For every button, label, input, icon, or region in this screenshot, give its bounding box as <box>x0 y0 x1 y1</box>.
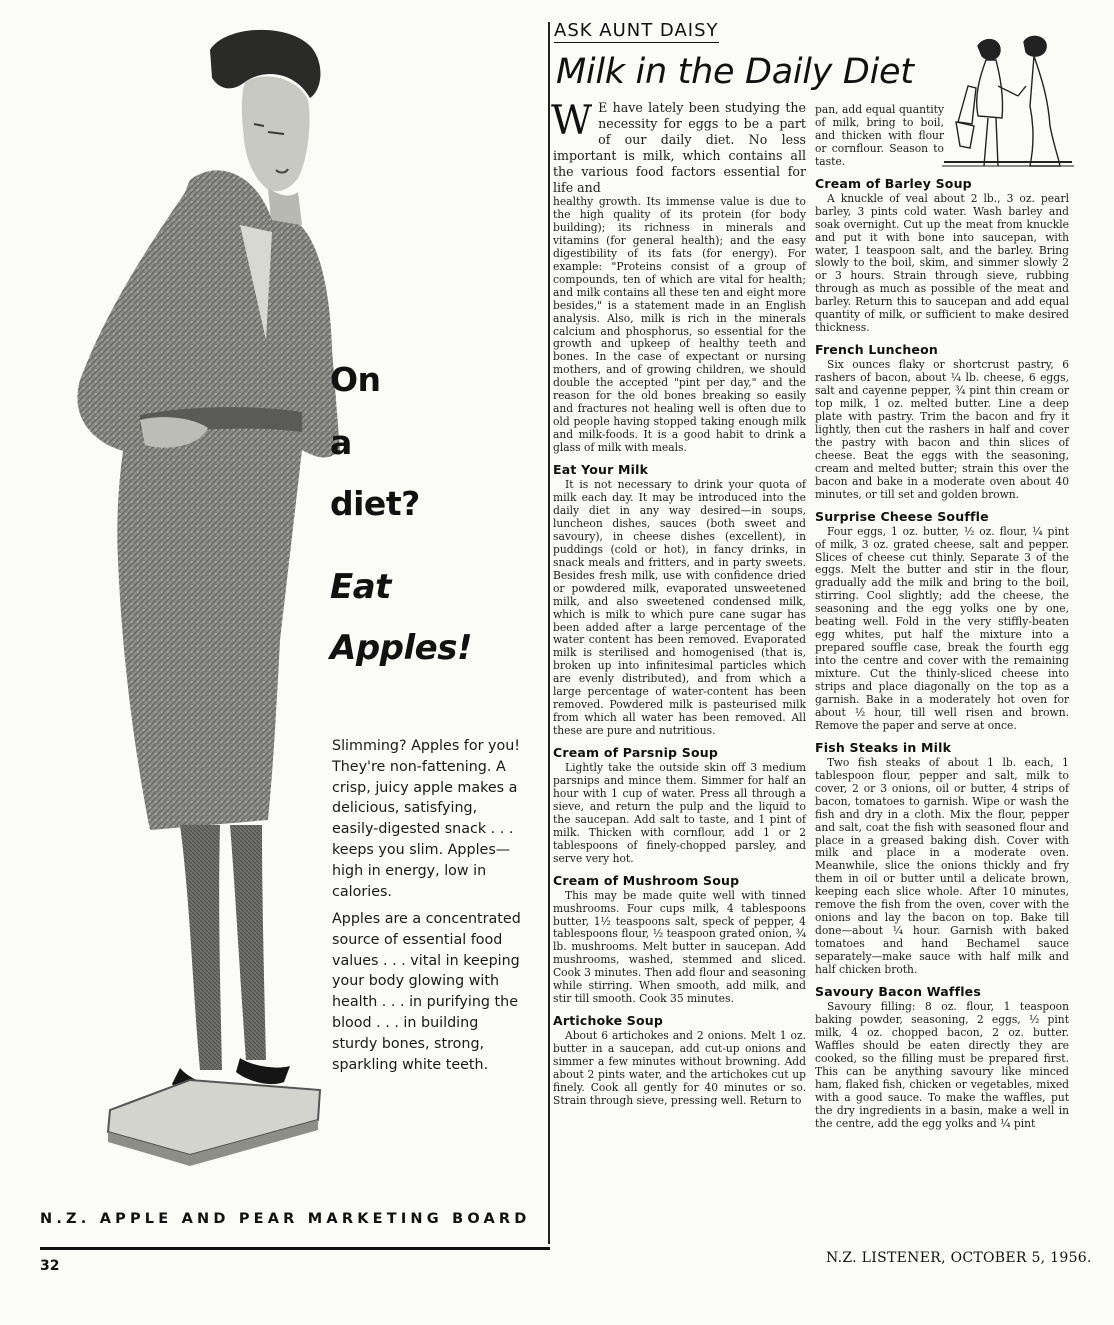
ad-headline-a: a <box>330 423 352 462</box>
recipe-body: Six ounces flaky or shortcrust pastry, 6 rashers of bacon, about ¼ lb. cheese, 6 eggs, salt and cayenne pepper, ¾ pint thin cream or top milk, 1 oz. melted butter. Line a deep plate with pastry. Trim the bacon and fry it lightly, then cut the rashers in half and cover the pastry with bacon and thin slices of cheese. Beat the eggs with the seasoning, cream and melted butter; strain this over the bacon and bake in a moderate oven about 40 minutes, or till set and golden brown. <box>815 358 1069 501</box>
recipe-heading: Savoury Bacon Waffles <box>815 984 982 999</box>
intro-lead-text: E have lately been studying the necessity for eggs to be a part of our daily diet. No less important is milk, which contains all the various food factors essential for life and <box>553 100 806 195</box>
recipe-body: Four eggs, 1 oz. butter, ½ oz. flour, ¼ pint of milk, 3 oz. grated cheese, salt and pepper. Slices of cheese cut thinly. Separate 3 of the eggs. Melt the butter and stir in the flour, gradually add the milk and bring to the boil, stirring. Cool slightly; add the cheese, the seasoning and the egg yolks one by one, beating well. Fold in the very stiffly-beaten egg whites, put half the mixture into a prepared souffle case, break the fourth egg into the centre and cover with the remaining mixture. Cut the thinly-sliced cheese into strips and place diagonally on the top as a garnish. Bake in a moderately hot oven for about ½ hour, till well risen and brown. Remove the paper and serve at once. <box>815 524 1069 732</box>
column-1-sections <box>553 464 806 1108</box>
ad-headline-diet: diet? <box>330 484 420 523</box>
recipe-body: Lightly take the outside skin off 3 medium parsnips and mince them. Simmer for half an hour with 1 cup of water. Press all through a sieve, and return the pulp and the liquid to the saucepan. Add salt to taste, and 1 pint of milk. Thicken with cornflour, add 1 or 2 tablespoons of finely-chopped parsley, and serve very hot. <box>553 761 806 865</box>
ad-paragraph-2: Apples are a concentrated source of essential food values . . . vital in keeping your body glowing with health . . . in purifying the blood . . . in building sturdy bones, strong, sparkling white teeth. <box>332 911 521 1073</box>
recipe-body: It is not necessary to drink your quota of milk each day. It may be introduced into the daily diet in any way desired—in soups, luncheon dishes, sauces (both sweet and savoury), in cheese dishes (excellent), in puddings (cold or hot), in fancy drinks, in snack meals and fritters, and in party sweets. Besides fresh milk, use with confidence dried or powdered milk, evaporated unsweetened milk, and also sweetened condensed milk, which is milk to which pure cane sugar has been added after a large percentage of the water content has been removed. Evaporated milk is sterilised and homogenised (that is, broken up into infinitesimal particles which are evenly distributed), and from which a large percentage of water-content has been removed. Powdered milk is pasteurised milk from which all water has been removed. All these are pure and nutritious. <box>553 478 806 738</box>
publication-footer: N.Z. LISTENER, OCTOBER 5, 1956. <box>826 1250 1092 1266</box>
recipe-body: Savoury filling: 8 oz. flour, 1 teaspoon baking powder, seasoning, 2 eggs, ½ pint milk, 4 oz. chopped bacon, 2 oz. butter. Waffles should be eaten directly they are cooked, so the filling must be prepared first. This can be anything savoury like minced ham, flaked fish, chicken or vegetables, mixed with a good sauce. To make the waffles, put the dry ingredients in a basin, make a well in the centre, add the egg yolks and ¼ pint <box>815 999 1069 1130</box>
recipe-heading: Eat Your Milk <box>553 462 649 478</box>
article-column-1 <box>553 100 806 1108</box>
recipe-heading: Cream of Parsnip Soup <box>553 745 718 761</box>
ad-slogan-apples: Apples! <box>330 628 472 668</box>
recipe-heading: French Luncheon <box>815 342 938 358</box>
intro-body: healthy growth. Its immense value is due to the high quality of its protein (for body building); its richness in minerals and vitamins (for general health); and the easy digestibility of its fats (for energy). For example: "Proteins consist of a group of compounds, ten of which are vital for health; and milk contains all these ten and eight more besides," is a statement made in an English analysis. Also, milk is rich in the minerals calcium and phosphorus, so essential for the growth and upkeep of healthy teeth and bones. In the case of expectant or nursing mothers, and of growing children, we should double the accepted "pint per day," and the reason for the old bones breaking so easily and fractures not healing well is often due to old people having stopped taking enough milk and milk-foods. It is a good habit to drink a glass of milk with meals. <box>553 195 806 455</box>
recipe-heading: Cream of Barley Soup <box>815 175 972 191</box>
recipe-heading: Fish Steaks in Milk <box>815 739 952 755</box>
article-title: Milk in the Daily Diet <box>556 52 914 92</box>
recipe-heading: Cream of Mushroom Soup <box>553 872 740 888</box>
article-column-2 <box>815 104 1069 1130</box>
ad-slogan-eat: Eat <box>330 567 391 607</box>
bottom-rule <box>40 1247 550 1250</box>
recipe-body: A knuckle of veal about 2 lb., 3 oz. pearl barley, 3 pints cold water. Wash barley and soak overnight. Cut up the meat from knuckle and put it with bone into saucepan, with water, 1 teaspoon salt, and the barley. Bring slowly to the boil, skim, and simmer slowly 2 or 3 hours. Strain through sieve, rubbing through as much as possible of the meat and barley. Return this to saucepan and add equal quantity of milk, or sufficient to make desired thickness. <box>815 191 1069 335</box>
drop-cap: W <box>551 98 593 144</box>
recipe-body: About 6 artichokes and 2 onions. Melt 1 oz. butter in a saucepan, add cut-up onions and simmer a few minutes without browning. Add about 2 pints water, and the artichokes cut up finely. Cook all gently for 40 minutes or so. Strain through sieve, pressing well. Return to <box>553 1029 806 1107</box>
page-number: 32 <box>40 1258 60 1274</box>
continued-text: pan, add equal quantity of milk, bring to boil, and thicken with flour or cornflour. Season to taste. <box>815 103 944 168</box>
column-tag: ASK AUNT DAISY <box>554 20 719 41</box>
ad-paragraph-1: Slimming? Apples for you! They're non-fattening. A crisp, juicy apple makes a delicious, satisfying, easily-digested snack . . . keeps you slim. Apples—high in energy, low in calories. <box>332 738 521 900</box>
column-divider <box>548 22 550 1244</box>
recipe-body: Two fish steaks of about 1 lb. each, 1 tablespoon flour, pepper and salt, milk to cover, 2 or 3 onions, oil or butter, 4 strips of bacon, tomatoes to garnish. Wipe or wash the fish and dry in a cloth. Mix the flour, pepper and salt, coat the fish with seasoned flour and place in a greased baking dish. Cover with milk and place in a moderate oven. Meanwhile, slice the onions thickly and fry them in oil or butter until a delicate brown, keeping each slice whole. After 10 minutes, remove the fish from the oven, cover with the onions and lay the bacon on top. Bake till done—about ¼ hour. Garnish with baked tomatoes and hand Bechamel sauce separately—make sauce with half milk and half chicken broth. <box>815 755 1069 977</box>
column-2-sections <box>815 175 1069 1131</box>
sponsor-name: N.Z. APPLE AND PEAR MARKETING BOARD <box>40 1211 531 1227</box>
recipe-heading: Surprise Cheese Souffle <box>815 508 989 524</box>
recipe-heading: Artichoke Soup <box>553 1013 664 1029</box>
woman-on-scale-photo <box>40 20 340 1170</box>
recipe-body: This may be made quite well with tinned mushrooms. Four cups milk, 4 tablespoons butter, 1½ teaspoons salt, speck of pepper, 4 tablespoons flour, ½ teaspoon grated onion, ¾ lb. mushrooms. Melt butter in saucepan. Add mushrooms, washed, stemmed and sliced. Cook 3 minutes. Then add flour and seasoning while stirring. When smooth, add milk, and stir till smooth. Cook 35 minutes. <box>553 888 806 1006</box>
ad-headline-on: On <box>330 360 381 399</box>
